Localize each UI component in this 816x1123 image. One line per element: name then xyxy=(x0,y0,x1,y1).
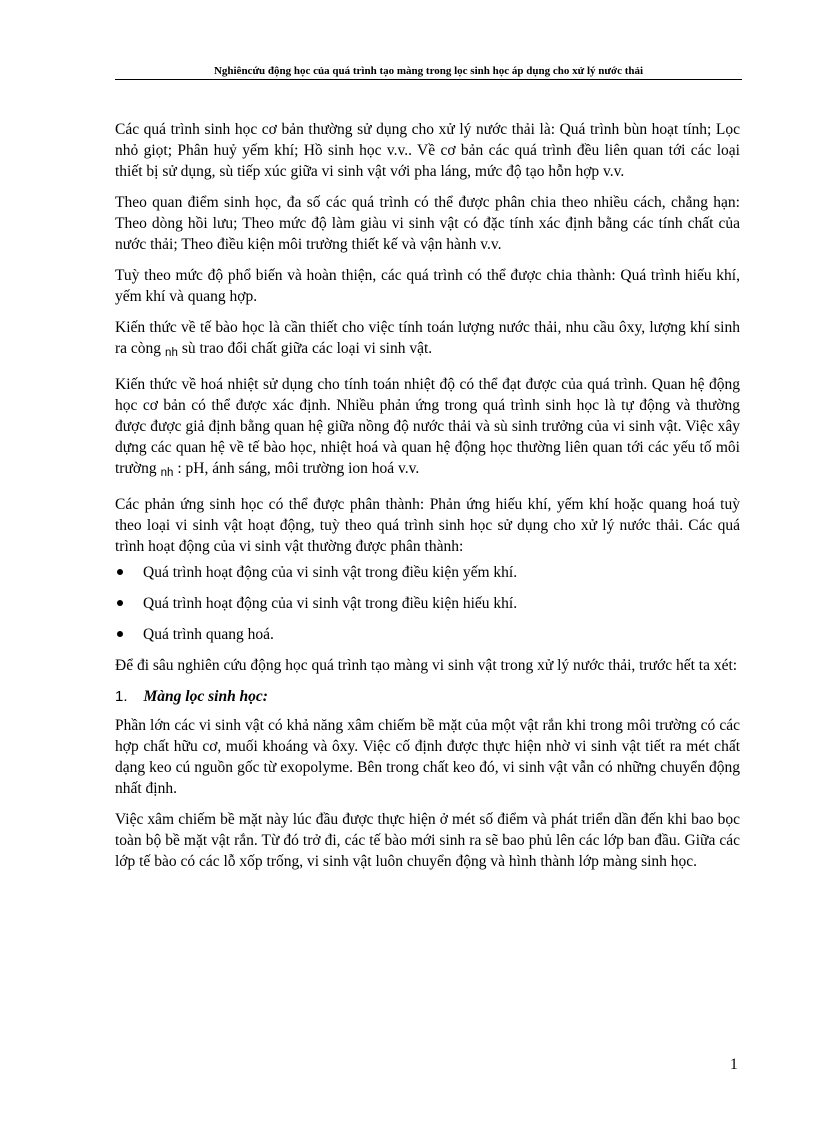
section-heading xyxy=(115,686,740,707)
paragraph-7: Để đi sâu nghiên cứu động học quá trình tạo màng vi sinh vật trong xử lý nước thải, trước hết ta xét: xyxy=(115,657,738,674)
paragraph-5-small-text: nh xyxy=(160,467,174,479)
document-body xyxy=(115,119,740,882)
paragraph-1: Các quá trình sinh học cơ bản thường sử dụng cho xử lý nước thải là: Quá trình bùn hoạt tính; Lọc nhỏ giọt; Phân huỷ yếm khí; Hồ sinh học v.v.. Về cơ bản các quá trình đều liên quan tới các loại thiết bị sử dụng, sù tiếp xúc giữa vi sinh vật với pha láng, mức độ tạo hỗn hợp v.v. xyxy=(115,121,740,180)
paragraph-5 xyxy=(115,374,740,484)
list-item-text: Quá trình hoạt động của vi sinh vật trong điều kiện hiếu khí. xyxy=(143,595,518,612)
header-rule xyxy=(115,79,742,80)
page-number: 1 xyxy=(730,1056,738,1073)
bullet-icon xyxy=(117,600,123,606)
list-item xyxy=(115,562,740,583)
section-title: Màng lọc sinh học: xyxy=(143,688,268,705)
section-number: 1. xyxy=(115,688,128,705)
list-item xyxy=(115,624,740,645)
paragraph-9: Việc xâm chiếm bề mặt này lúc đầu được thực hiện ở mét số điểm và phát triển dần đến khi bao bọc toàn bộ bề mặt vật rắn. Từ đó trở đi, các tế bào mới sinh ra sẽ bao phủ lên các lớp ban đầu. Giữa các lớp tế bào có các lỗ xốp trống, vi sinh vật luôn chuyển động và hình thành lớp màng sinh học. xyxy=(115,811,740,870)
paragraph-4 xyxy=(115,317,740,364)
running-header: Nghiêncứu động học của quá trình tạo màng trong lọc sinh học áp dụng cho xử lý nước thải xyxy=(213,65,644,77)
paragraph-4-part-b: sù trao đổi chất giữa các loại vi sinh vật. xyxy=(181,340,433,357)
list-item-text: Quá trình hoạt động của vi sinh vật trong điều kiện yếm khí. xyxy=(143,564,518,581)
paragraph-5-part-b: : pH, ánh sáng, môi trường ion hoá v.v. xyxy=(177,460,420,477)
process-list xyxy=(115,562,740,645)
list-item xyxy=(115,593,740,614)
bullet-icon xyxy=(117,569,123,575)
paragraph-4-small-text: nh xyxy=(165,347,178,359)
paragraph-8: Phần lớn các vi sinh vật có khả năng xâm chiếm bề mặt của một vật rắn khi trong môi trường có các hợp chất hữu cơ, muối khoáng và ôxy. Việc cố định được thực hiện nhờ vi sinh vật tiết ra mét chất dạng keo cú nguồn gốc từ exopolyme. Bên trong chất keo đó, vi sinh vật vẫn có những chuyển động nhất định. xyxy=(115,717,740,797)
paragraph-3: Tuỳ theo mức độ phổ biến và hoàn thiện, các quá trình có thể được chia thành: Quá trình hiếu khí, yếm khí và quang hợp. xyxy=(115,267,740,305)
paragraph-2: Theo quan điểm sinh học, đa số các quá trình có thể được phân chia theo nhiều cách, chẳng hạn: Theo dòng hồi lưu; Theo mức độ làm giàu vi sinh vật có đặc tính xác định bằng các tính chất của nước thải; Theo điều kiện môi trường thiết kế và vận hành v.v. xyxy=(115,194,740,253)
paragraph-4-part-a: Kiến thức về tế bào học là cần thiết cho việc tính toán lượng nước thải, nhu cầu ôxy, lượng khí sinh ra còng xyxy=(115,319,740,357)
list-item-text: Quá trình quang hoá. xyxy=(143,626,274,643)
bullet-icon xyxy=(117,631,123,637)
paragraph-5-part-a: Kiến thức về hoá nhiệt sử dụng cho tính toán nhiệt độ có thể đạt được của quá trình. Quan hệ động học cơ bản có thể được xác định. Nhiều phản ứng trong quá trình sinh học là tự động và thường được được giả định bằng quan hệ giữa nồng độ nước thải và sù sinh trưởng của vi sinh vật. Việc xây dựng các quan hệ về tế bào học, nhiệt hoá và quan hệ động học thường liên quan tới các yếu tố môi trường xyxy=(115,376,740,477)
paragraph-6: Các phản ứng sinh học có thể được phân thành: Phản ứng hiếu khí, yếm khí hoặc quang hoá tuỳ theo loại vi sinh vật hoạt động, tuỳ theo quá trình sinh học sử dụng cho xử lý nước thải. Các quá trình hoạt động của vi sinh vật thường được phân thành: xyxy=(115,496,740,555)
